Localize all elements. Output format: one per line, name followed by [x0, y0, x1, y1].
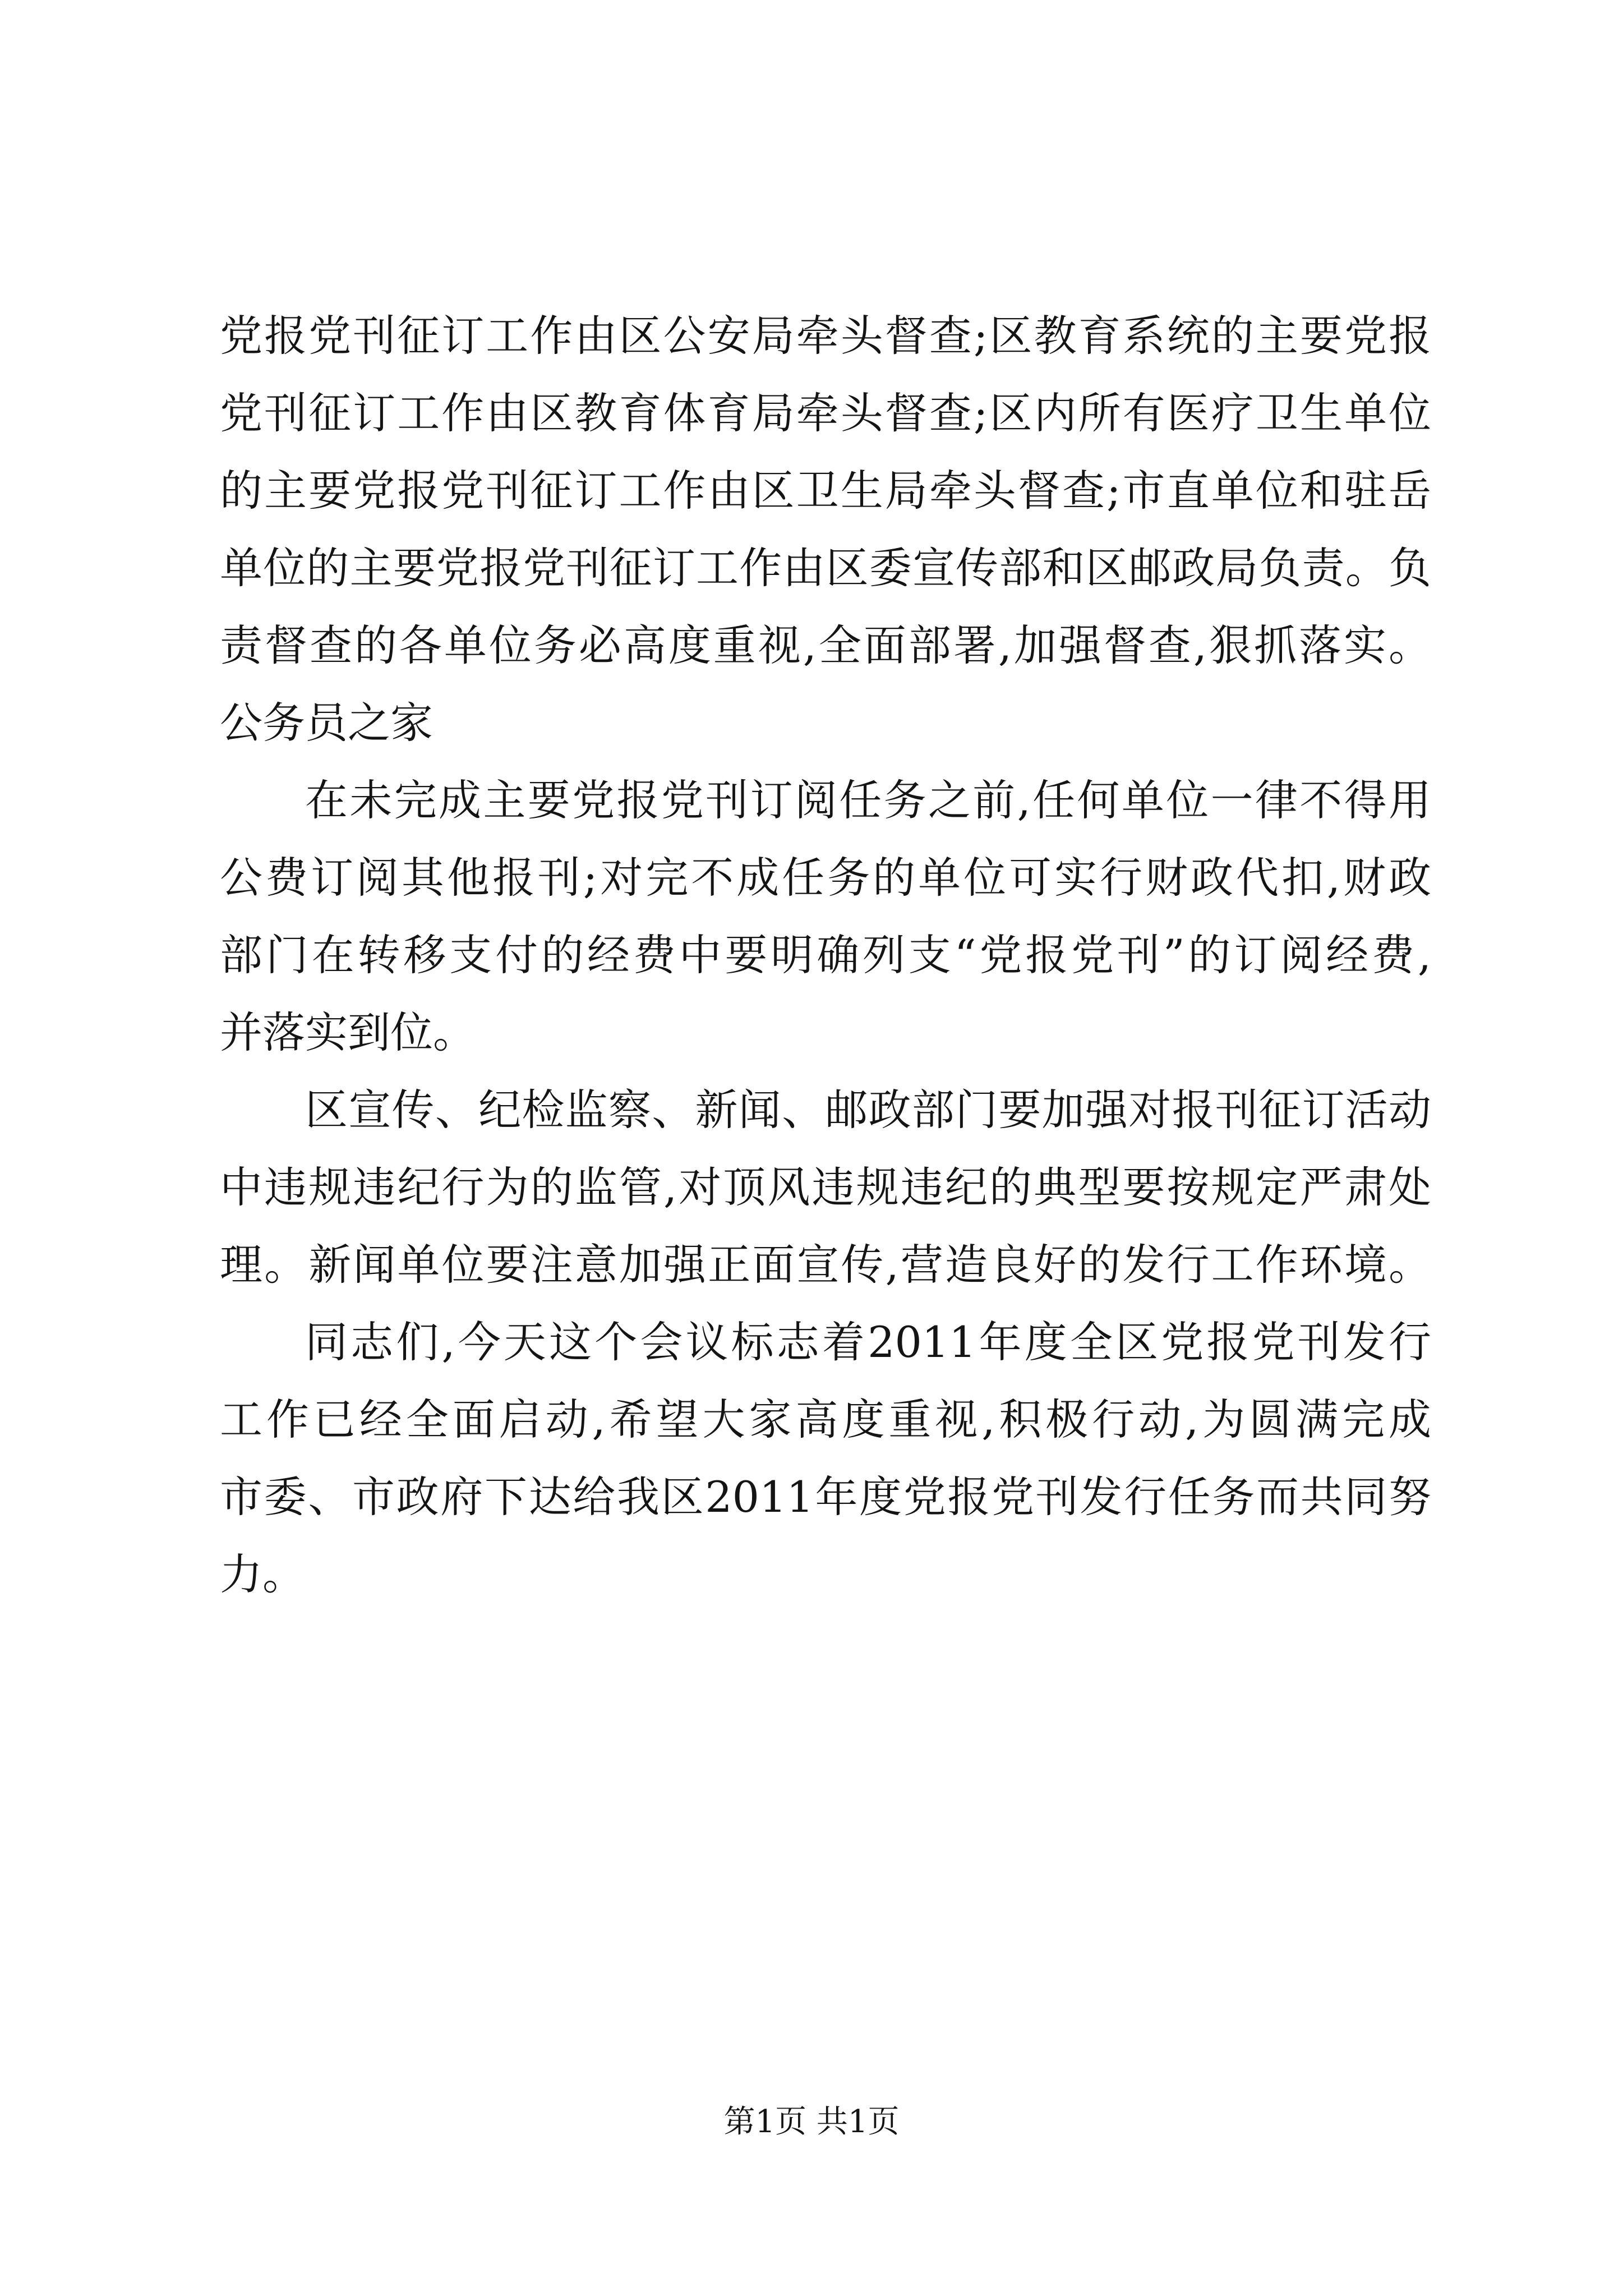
- paragraph-1-line-5: 责督查的各单位务必高度重视,全面部署,加强督查,狠抓落实。: [220, 620, 1431, 670]
- document-body: [220, 297, 1431, 1613]
- paragraph-3-line-2: 中违规违纪行为的监管,对顶风违规违纪的典型要按规定严肃处: [220, 1162, 1431, 1212]
- page-number-footer: 第1页 共1页: [723, 2104, 900, 2140]
- paragraph-1-line-6: 公务员之家: [220, 698, 433, 748]
- paragraph-2-line-1: 在未完成主要党报党刊订阅任务之前,任何单位一律不得用: [305, 775, 1431, 825]
- paragraph-4-line-2: 工作已经全面启动,希望大家高度重视,积极行动,为圆满完成: [220, 1395, 1431, 1444]
- paragraph-3-line-3: 理。新闻单位要注意加强正面宣传,营造良好的发行工作环境。: [220, 1240, 1431, 1290]
- paragraph-1-line-1: 党报党刊征订工作由区公安局牵头督查;区教育系统的主要党报: [220, 311, 1431, 361]
- paragraph-3-line-1: 区宣传、纪检监察、新闻、邮政部门要加强对报刊征订活动: [305, 1085, 1431, 1135]
- paragraph-1-line-4: 单位的主要党报党刊征订工作由区委宣传部和区邮政局负责。负: [220, 543, 1431, 593]
- paragraph-4-line-1: 同志们,今天这个会议标志着2011年度全区党报党刊发行: [305, 1317, 1431, 1367]
- paragraph-2-line-4: 并落实到位。: [220, 1007, 476, 1057]
- paragraph-2-line-3: 部门在转移支付的经费中要明确列支“党报党刊”的订阅经费,: [220, 930, 1431, 980]
- paragraph-4-line-3: 市委、市政府下达给我区2011年度党报党刊发行任务而共同努: [220, 1472, 1431, 1522]
- paragraph-4-line-4: 力。: [220, 1549, 305, 1599]
- paragraph-1-line-2: 党刊征订工作由区教育体育局牵头督查;区内所有医疗卫生单位: [220, 388, 1431, 438]
- paragraph-1-line-3: 的主要党报党刊征订工作由区卫生局牵头督查;市直单位和驻岳: [220, 466, 1431, 516]
- paragraph-2-line-2: 公费订阅其他报刊;对完不成任务的单位可实行财政代扣,财政: [220, 853, 1431, 903]
